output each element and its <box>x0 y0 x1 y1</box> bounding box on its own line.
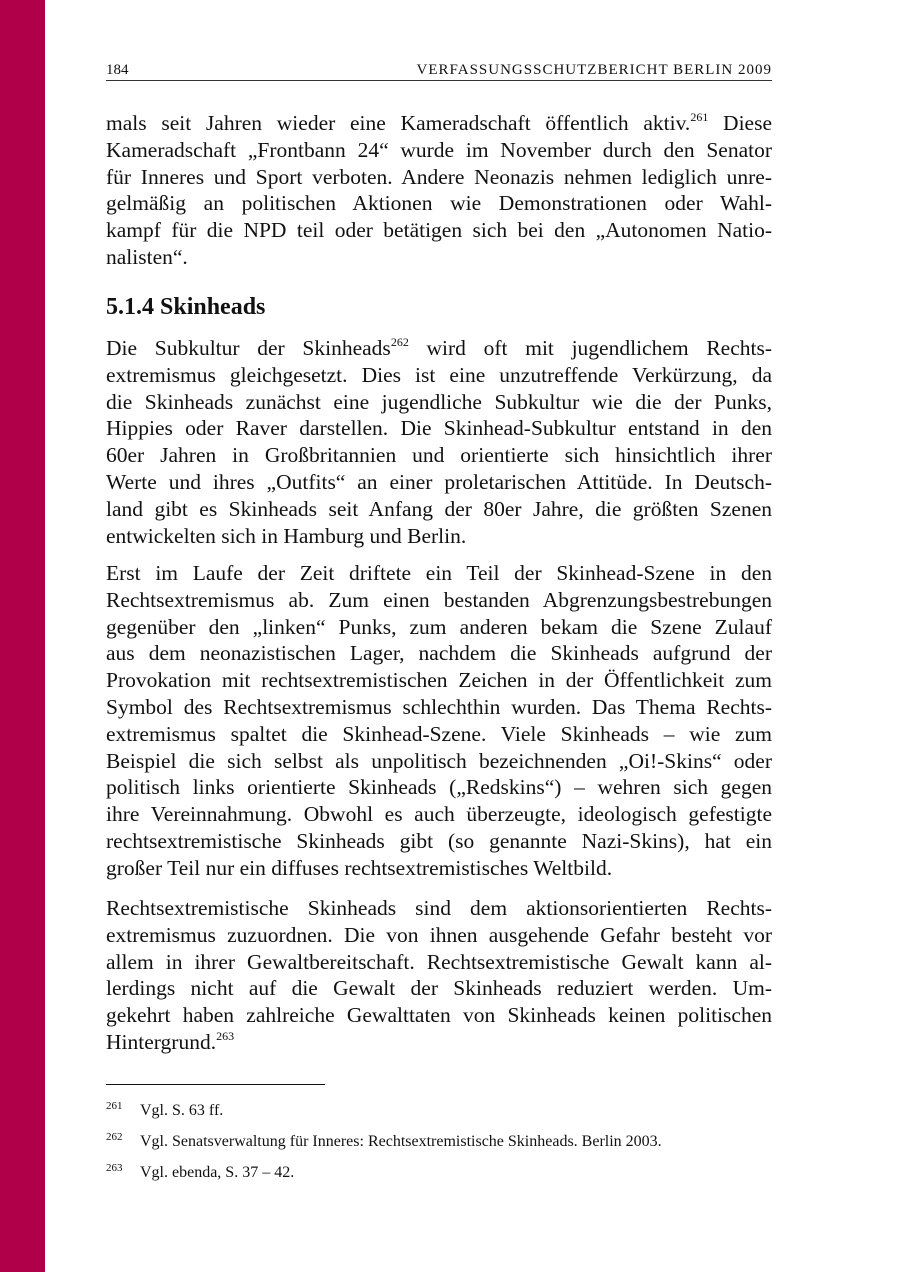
text-segment: gegenüber den „linken“ Punks, zum anderen bekam die Szene Zulauf <box>106 614 772 639</box>
text-line <box>106 496 772 523</box>
text-line <box>106 922 772 949</box>
text-line <box>106 855 772 882</box>
text-line <box>106 828 772 855</box>
text-segment: politisch links orientierte Skinheads („Redskins“) – wehren sich gegen <box>106 775 772 800</box>
text-segment: entwickelten sich in Hamburg und Berlin. <box>106 523 467 548</box>
text-line <box>106 721 772 748</box>
text-segment: wird oft mit jugendlichem Rechts- <box>408 336 772 360</box>
running-title: VERFASSUNGSSCHUTZBERICHT BERLIN 2009 <box>416 62 772 78</box>
text-segment: Rechtsextremistische Skinheads sind dem aktionsorientierten Rechts- <box>106 896 772 920</box>
text-segment: Hippies oder Raver darstellen. Die Skinhead-Subkultur entstand in den <box>106 416 772 441</box>
text-segment: Erst im Laufe der Zeit driftete ein Teil der Skinhead-Szene in den <box>106 561 772 585</box>
text-segment: rechtsextremistische Skinheads gibt (so genannte Nazi-Skins), hat ein <box>106 828 772 853</box>
text-segment: Die Subkultur der Skinheads <box>106 336 391 360</box>
section-heading: 5.1.4 Skinheads <box>106 294 266 320</box>
text-segment: gelmäßig an politischen Aktionen wie Demonstrationen oder Wahl- <box>106 191 772 216</box>
paragraph <box>106 110 772 271</box>
text-segment: Beispiel die sich selbst als unpolitisch bezeichnenden „Oi!-Skins“ oder <box>106 748 772 773</box>
text-segment: Hintergrund. <box>106 1029 217 1054</box>
text-line <box>106 217 772 244</box>
text-segment: extremismus zuzuordnen. Die von ihnen ausgehende Gefahr besteht vor <box>106 922 772 947</box>
text-segment: Kameradschaft „Frontbann 24“ wurde im November durch den Senator <box>106 137 772 162</box>
text-line <box>106 1002 772 1029</box>
text-line <box>106 640 772 667</box>
text-line <box>106 560 772 587</box>
text-line <box>106 949 772 976</box>
text-line <box>106 362 772 389</box>
footnote-reference: 263 <box>216 1028 235 1043</box>
paragraph <box>106 335 772 549</box>
footnote <box>106 1164 294 1182</box>
text-segment: für Inneres und Sport verboten. Andere Neonazis nehmen lediglich unre- <box>106 164 772 189</box>
footnote-divider <box>106 1084 325 1085</box>
running-header <box>106 60 772 81</box>
text-line <box>106 587 772 614</box>
text-line <box>106 801 772 828</box>
text-segment: gekehrt haben zahlreiche Gewalttaten von Skinheads keinen politischen <box>106 1003 772 1028</box>
text-line <box>106 694 772 721</box>
text-segment: extremismus gleichgesetzt. Dies ist eine unzutreffende Verkürzung, da <box>106 362 772 387</box>
text-line <box>106 244 772 271</box>
text-segment: die Skinheads zunächst eine jugendliche Subkultur wie die der Punks, <box>106 389 772 414</box>
footnote-reference: 261 <box>690 110 709 124</box>
text-line <box>106 389 772 416</box>
text-line <box>106 1029 772 1056</box>
text-line <box>106 614 772 641</box>
footnote-number: 261 <box>106 1100 123 1112</box>
text-segment: 60er Jahren in Großbritannien und orientierte sich hinsichtlich ihrer <box>106 443 772 468</box>
text-line <box>106 469 772 496</box>
text-line <box>106 975 772 1002</box>
footnote <box>106 1133 662 1151</box>
text-segment: extremismus spaltet die Skinhead-Szene. Viele Skinheads – wie zum <box>106 721 772 746</box>
text-line <box>106 523 772 550</box>
text-segment: Werte und ihres „Outfits“ an einer proletarischen Attitüde. In Deutsch- <box>106 469 772 494</box>
text-segment: allem in ihrer Gewaltbereitschaft. Rechtsextremistische Gewalt kann al- <box>106 949 772 974</box>
text-line <box>106 442 772 469</box>
footnote <box>106 1102 223 1120</box>
text-segment: Symbol des Rechtsextremismus schlechthin wurden. Das Thema Rechts- <box>106 694 772 719</box>
text-line <box>106 335 772 362</box>
text-segment: großer Teil nur ein diffuses rechtsextremistisches Weltbild. <box>106 855 613 880</box>
text-line <box>106 415 772 442</box>
text-segment: mals seit Jahren wieder eine Kameradschaft öffentlich aktiv. <box>106 111 691 135</box>
footnote-text: Vgl. ebenda, S. 37 – 42. <box>140 1164 295 1181</box>
page-number: 184 <box>106 62 129 78</box>
footnote-reference: 262 <box>390 335 409 349</box>
text-segment: land gibt es Skinheads seit Anfang der 80er Jahre, die größten Szenen <box>106 496 772 521</box>
text-segment: Diese <box>708 111 772 135</box>
text-line <box>106 895 772 922</box>
text-segment: lerdings nicht auf die Gewalt der Skinheads reduziert werden. Um- <box>106 976 772 1001</box>
sidebar-color-bar <box>0 0 45 1272</box>
text-segment: Provokation mit rechtsextremistischen Zeichen in der Öffentlichkeit zum <box>106 668 772 693</box>
text-line <box>106 110 772 137</box>
text-line <box>106 137 772 164</box>
text-segment: kampf für die NPD teil oder betätigen sich bei den „Autonomen Natio- <box>106 218 772 243</box>
footnote-number: 263 <box>106 1162 123 1174</box>
text-line <box>106 164 772 191</box>
text-line <box>106 774 772 801</box>
text-segment: aus dem neonazistischen Lager, nachdem die Skinheads aufgrund der <box>106 641 772 666</box>
text-line <box>106 667 772 694</box>
text-segment: nalisten“. <box>106 244 188 269</box>
paragraph <box>106 895 772 1056</box>
footnote-text: Vgl. S. 63 ff. <box>140 1102 224 1119</box>
text-segment: Rechtsextremismus ab. Zum einen bestanden Abgrenzungsbestrebungen <box>106 587 772 612</box>
paragraph <box>106 560 772 882</box>
footnote-text: Vgl. Senatsverwaltung für Inneres: Rechtsextremistische Skinheads. Berlin 2003. <box>140 1133 662 1150</box>
footnote-number: 262 <box>106 1131 123 1143</box>
text-line <box>106 190 772 217</box>
text-segment: ihre Vereinnahmung. Obwohl es auch überzeugte, ideologisch gefestigte <box>106 802 772 827</box>
text-line <box>106 748 772 775</box>
